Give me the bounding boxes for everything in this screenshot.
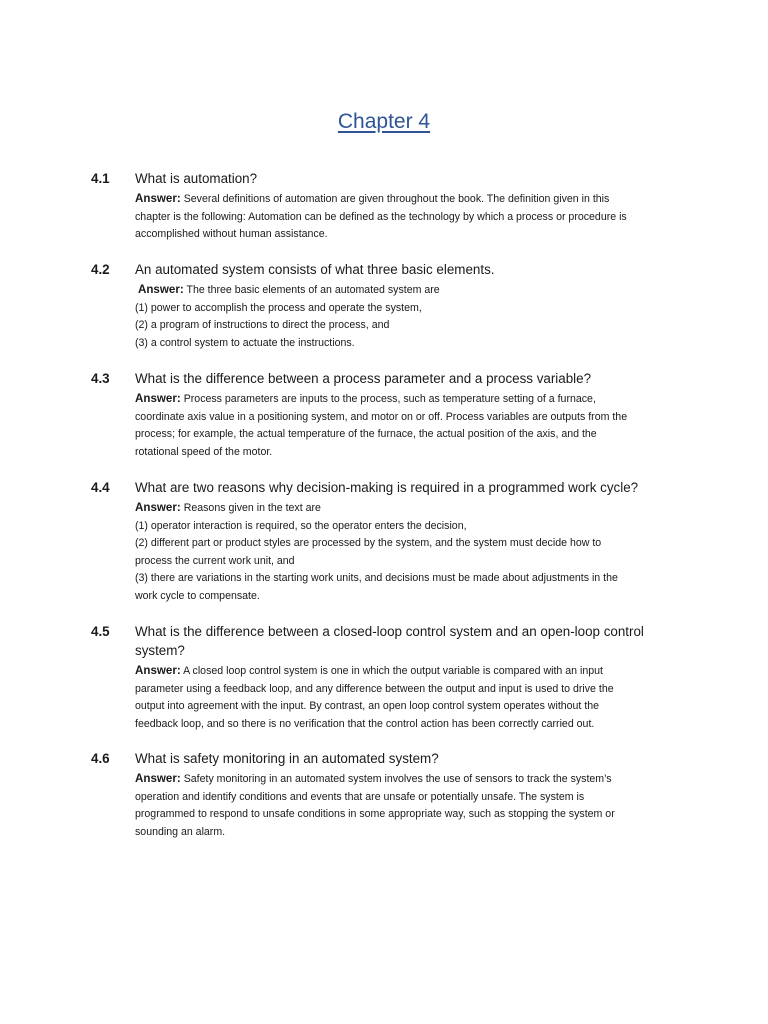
qa-item-4-4 (91, 478, 673, 605)
answer-line: Answer: Reasons given in the text are (135, 501, 321, 514)
answer-line: rotational speed of the motor. (135, 445, 273, 458)
answer-line: Answer: Several definitions of automation are given throughout the book. The definition given in this (135, 192, 610, 205)
question (91, 169, 673, 188)
qa-item-4-3 (91, 369, 673, 461)
question-text: What is automation? (135, 171, 258, 186)
answer-line: Answer: A closed loop control system is one in which the output variable is compared with an input (135, 664, 603, 677)
question-number: 4.4 (91, 480, 110, 495)
answer-line: (3) a control system to actuate the instructions. (135, 336, 355, 349)
answer-line: process; for example, the actual temperature of the furnace, the actual position of the axis, and the (135, 428, 597, 440)
answer-label: Answer: (135, 501, 181, 514)
answer (135, 281, 673, 352)
answer-line: operation and identify conditions and events that are unsafe or potentially unsafe. The system is (135, 790, 585, 803)
chapter-title: Chapter 4 (337, 110, 431, 133)
question-number: 4.2 (91, 262, 110, 277)
question (91, 478, 673, 497)
answer-line: accomplished without human assistance. (135, 228, 328, 240)
answer (135, 662, 673, 733)
answer-line: (2) different part or product styles are processed by the system, and the system must decide how to (135, 537, 602, 549)
question-text: What is safety monitoring in an automated system? (135, 751, 439, 766)
question-number: 4.3 (91, 371, 110, 386)
qa-item-4-6 (91, 749, 673, 841)
answer-line: feedback loop, and so there is no verification that the control action has been correctly carried out. (135, 717, 595, 730)
answer-line: Answer: Process parameters are inputs to the process, such as temperature setting of a furnace, (135, 392, 596, 405)
answer (135, 499, 673, 605)
answer (135, 190, 673, 244)
question (91, 369, 673, 388)
answer-line: Answer: The three basic elements of an automated system are (137, 283, 440, 296)
answer-line: Answer: Safety monitoring in an automated system involves the use of sensors to track the system’s (135, 772, 612, 785)
answer-label: Answer: (135, 192, 181, 205)
answer-line: sounding an alarm. (135, 825, 226, 838)
qa-item-4-2 (91, 260, 673, 352)
question (91, 749, 673, 768)
question-number: 4.1 (91, 171, 110, 186)
answer-line: work cycle to compensate. (135, 589, 260, 602)
answer-line: parameter using a feedback loop, and any difference between the output and input is used to drive the (135, 682, 614, 695)
question-number: 4.5 (91, 624, 110, 639)
question (91, 260, 673, 279)
answer-line: (1) power to accomplish the process and operate the system, (135, 301, 422, 314)
answer-label: Answer: (137, 283, 184, 296)
answer (135, 390, 673, 461)
answer-line: output into agreement with the input. By contrast, an open loop control system operates without the (135, 700, 600, 712)
answer (135, 770, 673, 841)
question-text: What are two reasons why decision-making is required in a programmed work cycle? (135, 480, 639, 495)
question (91, 622, 673, 660)
question-text: An automated system consists of what three basic elements. (135, 262, 495, 277)
qa-item-4-1 (91, 169, 673, 244)
answer-line: chapter is the following: Automation can be defined as the technology by which a process or procedure is (135, 210, 627, 223)
answer-line: (1) operator interaction is required, so the operator enters the decision, (135, 519, 467, 532)
answer-line: process the current work unit, and (135, 554, 295, 567)
answer-line: (2) a program of instructions to direct the process, and (135, 319, 390, 331)
question-text: What is the difference between a closed-loop control system and an open-loop control system? (135, 624, 644, 658)
answer-line: coordinate axis value in a positioning system, and motor on or off. Process variables are outputs from the (135, 410, 628, 423)
answer-label: Answer: (135, 392, 181, 405)
answer-line: programmed to respond to unsafe conditions in some appropriate way, such as stopping the system or (135, 808, 615, 820)
answer-label: Answer: (135, 664, 181, 677)
answer-label: Answer: (135, 772, 181, 785)
question-number: 4.6 (91, 751, 110, 766)
qa-item-4-5 (91, 622, 673, 733)
answer-line: (3) there are variations in the starting work units, and decisions must be made about adjustments in the (135, 572, 618, 584)
question-text: What is the difference between a process parameter and a process variable? (135, 371, 592, 386)
